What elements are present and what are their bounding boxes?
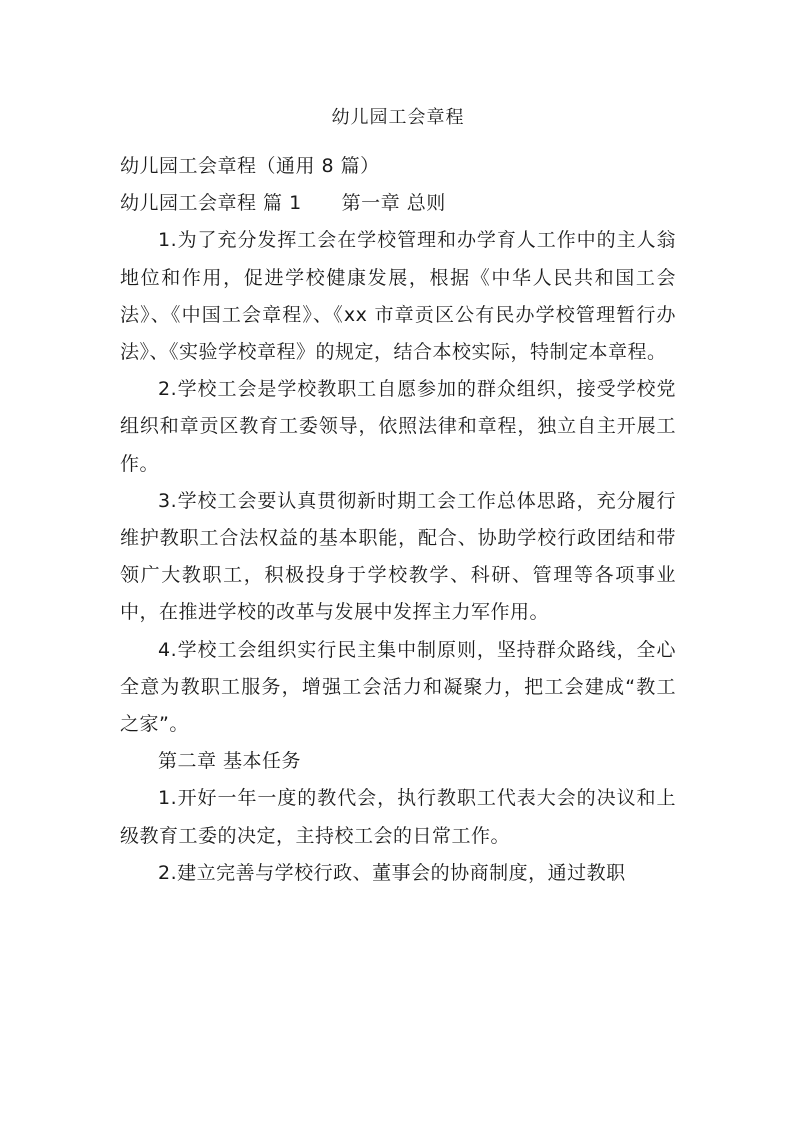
document-content: [120, 96, 676, 892]
chapter-2-paragraph-1: 1.开好一年一度的教代会，执行教职工代表大会的决议和上级教育工委的决定，主持校工会的日常工作。: [120, 787, 676, 847]
section-label: 幼儿园工会章程 篇 1: [120, 192, 302, 215]
paragraph-4: 4.学校工会组织实行民主集中制原则，坚持群众路线，全心全意为教职工服务，增强工会活力和凝聚力，把工会建成“教工之家”。: [120, 638, 676, 736]
chapter-2-title: 第二章 基本任务: [158, 750, 302, 773]
paragraph-3: 3.学校工会要认真贯彻新时期工会工作总体思路，充分履行维护教职工合法权益的基本职能，配合、协助学校行政团结和带领广大教职工，积极投身于学校教学、科研、管理等各项事业中，在推进学校的改革与发展中发挥主力军作用。: [120, 489, 676, 624]
document-title: 幼儿园工会章程: [331, 107, 465, 128]
paragraph-1: 1.为了充分发挥工会在学校管理和办学育人工作中的主人翁地位和作用，促进学校健康发展，根据《中华人民共和国工会法》、《中国工会章程》、《xx 市章贡区公有民办学校管理暂行办法》、《实验学校章程》的规定，结合本校实际，特制定本章程。: [120, 229, 676, 364]
chapter-1-title: 第一章 总则: [341, 192, 446, 215]
paragraph-2: 2.学校工会是学校教职工自愿参加的群众组织，接受学校党组织和章贡区教育工委领导，依照法律和章程，独立自主开展工作。: [120, 378, 676, 475]
document-subtitle: 幼儿园工会章程（通用 8 篇）: [120, 155, 380, 177]
chapter-2-paragraph-2: 2.建立完善与学校行政、董事会的协商制度，通过教职: [158, 861, 626, 884]
section-heading-row: [120, 185, 676, 222]
